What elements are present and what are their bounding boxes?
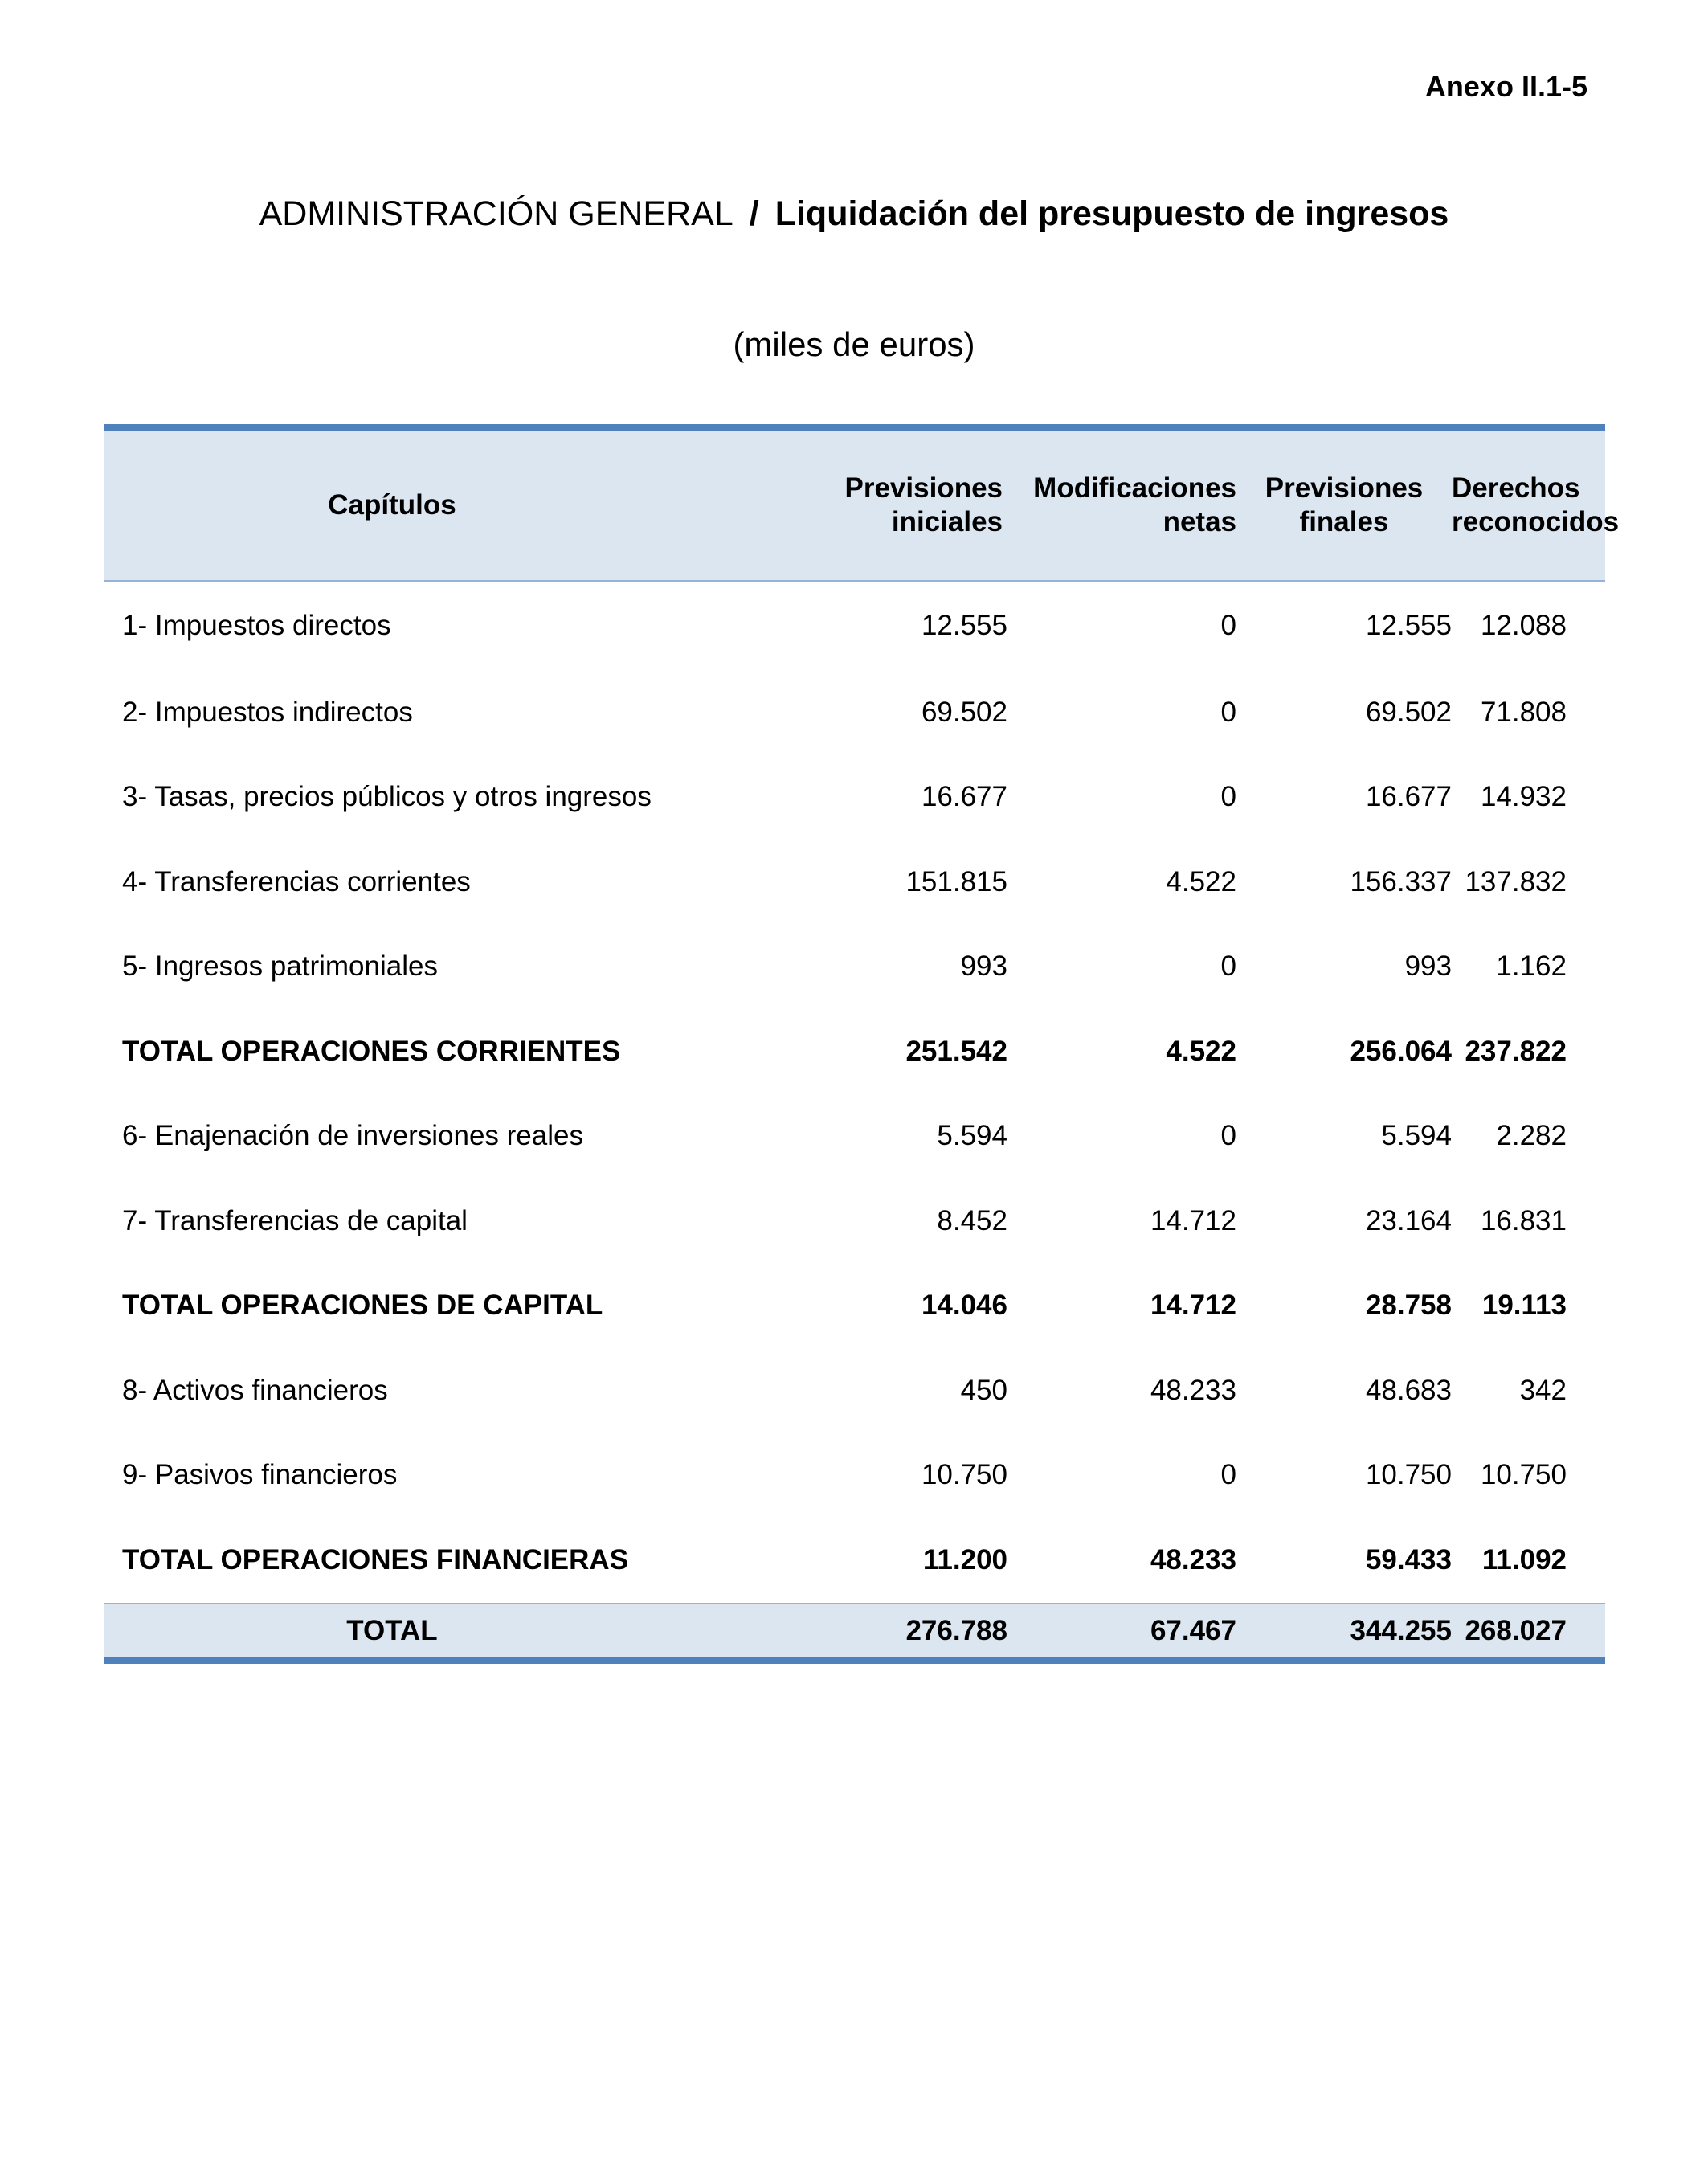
table-row	[104, 1179, 1605, 1264]
row-label: 4- Transferencias corrientes	[122, 865, 471, 897]
cell-previsiones-finales: 256.064	[1350, 1035, 1452, 1067]
row-label: 8- Activos financieros	[122, 1374, 388, 1406]
table-header-row	[104, 427, 1605, 581]
header-line: reconocidos	[1452, 506, 1620, 537]
cell-modificaciones-netas: 0	[1220, 696, 1236, 728]
row-label: 7- Transferencias de capital	[122, 1204, 468, 1236]
row-label: 2- Impuestos indirectos	[122, 696, 413, 728]
header-line: Derechos	[1452, 472, 1580, 504]
header-line: iniciales	[891, 506, 1003, 537]
row-label: 9- Pasivos financieros	[122, 1459, 398, 1491]
cell-previsiones-iniciales: 151.815	[905, 865, 1007, 897]
title-separator: /	[749, 194, 759, 233]
cell-derechos-reconocidos: 137.832	[1465, 865, 1567, 897]
total-previsiones-iniciales: 276.788	[905, 1614, 1007, 1646]
cell-previsiones-iniciales: 993	[960, 950, 1007, 983]
cell-previsiones-iniciales: 14.046	[921, 1289, 1007, 1322]
cell-previsiones-finales: 69.502	[1365, 696, 1452, 728]
cell-previsiones-iniciales: 69.502	[921, 696, 1007, 728]
total-row	[104, 1604, 1605, 1661]
budget-revenue-table	[104, 424, 1620, 1664]
subtotal-row	[104, 1518, 1605, 1604]
cell-previsiones-finales: 48.683	[1365, 1374, 1452, 1406]
row-label: TOTAL OPERACIONES DE CAPITAL	[122, 1289, 603, 1322]
cell-derechos-reconocidos: 14.932	[1480, 781, 1567, 813]
title-entity: ADMINISTRACIÓN GENERAL	[259, 194, 733, 233]
cell-previsiones-finales: 16.677	[1365, 781, 1452, 813]
cell-previsiones-iniciales: 16.677	[921, 781, 1007, 813]
cell-derechos-reconocidos: 71.808	[1480, 696, 1567, 728]
header-line: finales	[1299, 506, 1389, 537]
cell-previsiones-finales: 59.433	[1365, 1543, 1452, 1576]
cell-previsiones-iniciales: 251.542	[905, 1035, 1007, 1067]
cell-modificaciones-netas: 0	[1220, 950, 1236, 983]
row-label: TOTAL OPERACIONES FINANCIERAS	[122, 1543, 629, 1576]
header-line: Previsiones	[844, 472, 1003, 504]
cell-previsiones-finales: 5.594	[1381, 1120, 1452, 1152]
row-label: 6- Enajenación de inversiones reales	[122, 1120, 583, 1152]
cell-previsiones-finales: 23.164	[1365, 1204, 1452, 1236]
table-row	[104, 925, 1605, 1010]
cell-modificaciones-netas: 0	[1220, 781, 1236, 813]
cell-previsiones-finales: 28.758	[1365, 1289, 1452, 1322]
total-label: TOTAL	[346, 1614, 438, 1646]
cell-modificaciones-netas: 48.233	[1150, 1543, 1236, 1576]
table-row	[104, 581, 1605, 670]
total-modificaciones-netas: 67.467	[1150, 1614, 1236, 1646]
cell-modificaciones-netas: 14.712	[1150, 1204, 1236, 1236]
table-row	[104, 755, 1605, 840]
cell-derechos-reconocidos: 342	[1519, 1374, 1567, 1406]
cell-modificaciones-netas: 0	[1220, 1459, 1236, 1491]
header-previsiones-iniciales	[702, 427, 1007, 581]
cell-previsiones-finales: 12.555	[1365, 610, 1452, 641]
cell-modificaciones-netas: 48.233	[1150, 1374, 1236, 1406]
cell-previsiones-iniciales: 10.750	[921, 1459, 1007, 1491]
cell-previsiones-finales: 993	[1404, 950, 1452, 983]
cell-derechos-reconocidos: 12.088	[1480, 610, 1567, 641]
cell-derechos-reconocidos: 11.092	[1481, 1543, 1567, 1576]
row-label: 5- Ingresos patrimoniales	[122, 950, 438, 983]
cell-modificaciones-netas: 0	[1220, 1120, 1236, 1152]
row-label: TOTAL OPERACIONES CORRIENTES	[122, 1035, 621, 1067]
table-row	[104, 1433, 1605, 1518]
cell-derechos-reconocidos: 2.282	[1496, 1120, 1567, 1152]
cell-modificaciones-netas: 4.522	[1166, 1035, 1236, 1067]
cell-previsiones-iniciales: 450	[960, 1374, 1007, 1406]
header-line: Modificaciones	[1033, 472, 1236, 504]
cell-derechos-reconocidos: 1.162	[1496, 950, 1567, 983]
total-previsiones-finales: 344.255	[1350, 1614, 1452, 1646]
cell-derechos-reconocidos: 10.750	[1480, 1459, 1567, 1491]
table-row	[104, 1094, 1605, 1179]
header-line: Capítulos	[328, 489, 456, 521]
table-row	[104, 1348, 1605, 1433]
cell-previsiones-iniciales: 12.555	[921, 610, 1007, 641]
cell-previsiones-iniciales: 8.452	[937, 1204, 1007, 1236]
cell-modificaciones-netas: 0	[1220, 610, 1236, 641]
table-row	[104, 840, 1605, 925]
cell-derechos-reconocidos: 237.822	[1465, 1035, 1567, 1067]
row-label: 1- Impuestos directos	[122, 610, 391, 641]
row-label: 3- Tasas, precios públicos y otros ingresos	[122, 781, 652, 813]
header-previsiones-finales	[1236, 427, 1452, 581]
header-derechos-reconocidos	[1452, 427, 1620, 581]
annex-label: Anexo II.1-5	[1424, 70, 1587, 103]
page-title	[0, 193, 1708, 235]
cell-previsiones-finales: 10.750	[1365, 1459, 1452, 1491]
table-body	[104, 581, 1605, 1661]
units-subtitle: (miles de euros)	[733, 325, 975, 363]
title-report: Liquidación del presupuesto de ingresos	[774, 194, 1449, 233]
cell-previsiones-finales: 156.337	[1350, 865, 1452, 897]
header-line: Previsiones	[1265, 472, 1424, 504]
cell-modificaciones-netas: 14.712	[1150, 1289, 1236, 1322]
cell-derechos-reconocidos: 19.113	[1481, 1289, 1567, 1322]
cell-previsiones-iniciales: 11.200	[922, 1543, 1007, 1576]
cell-modificaciones-netas: 4.522	[1166, 865, 1236, 897]
header-capitulos	[104, 427, 702, 581]
table-row	[104, 670, 1605, 755]
total-derechos-reconocidos: 268.027	[1465, 1614, 1567, 1646]
header-modificaciones-netas	[1007, 427, 1236, 581]
subtotal-row	[104, 1264, 1605, 1349]
cell-previsiones-iniciales: 5.594	[937, 1120, 1007, 1152]
header-line: netas	[1163, 506, 1236, 537]
cell-derechos-reconocidos: 16.831	[1480, 1204, 1567, 1236]
subtotal-row	[104, 1009, 1605, 1094]
